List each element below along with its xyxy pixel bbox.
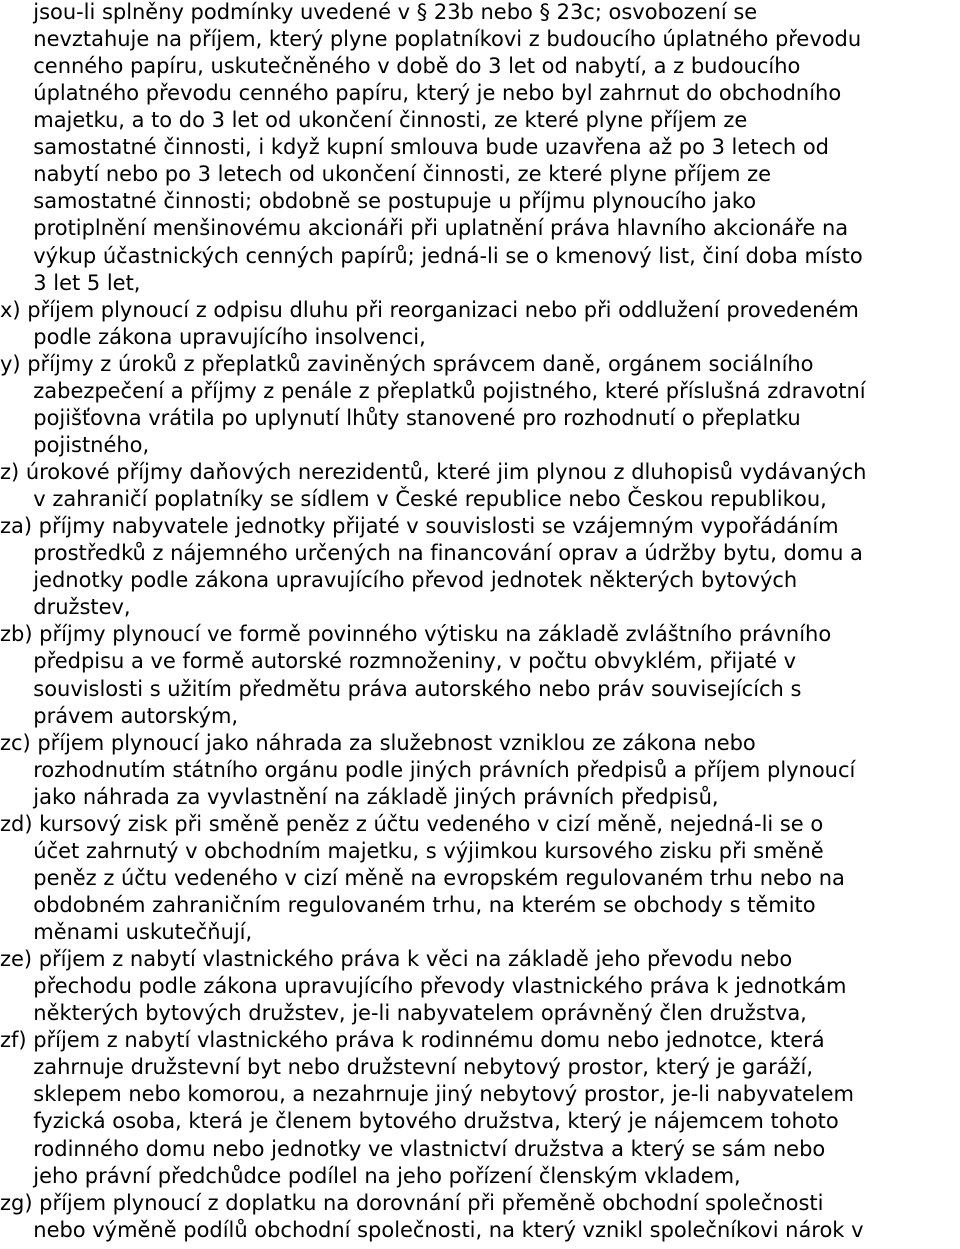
document-text-line: obdobném zahraničním regulovaném trhu, na kterém se obchody s těmito	[0, 892, 816, 917]
document-text-line: v zahraničí poplatníky se sídlem v České republice nebo Českou republikou,	[0, 487, 827, 512]
document-text-line: ze) příjem z nabytí vlastnického práva k věci na základě jeho převodu nebo	[0, 947, 793, 972]
document-text-line: cenného papíru, uskutečněného v době do 3 let od nabytí, a z budoucího	[0, 54, 801, 79]
document-text-line: právem autorským,	[0, 703, 239, 728]
document-text-line: zb) příjmy plynoucí ve formě povinného výtisku na základě zvláštního právního	[0, 622, 832, 647]
document-text-line: jeho právní předchůdce podílel na jeho pořízení členským vkladem,	[0, 1163, 741, 1188]
document-text-line: souvislosti s užitím předmětu práva autorského nebo práv souvisejících s	[0, 676, 802, 701]
document-text-line: rodinného domu nebo jednotky ve vlastnictví družstva a který se sám nebo	[0, 1136, 826, 1161]
document-text-line: zf) příjem z nabytí vlastnického práva k rodinnému domu nebo jednotce, která	[0, 1028, 825, 1053]
document-text-line: podle zákona upravujícího insolvenci,	[0, 324, 426, 349]
document-text-line: jednotky podle zákona upravujícího převod jednotek některých bytových	[0, 568, 798, 593]
document-text-line: sklepem nebo komorou, a nezahrnuje jiný nebytový prostor, je-li nabyvatelem	[0, 1082, 854, 1107]
document-text-line: družstev,	[0, 595, 131, 620]
document-text-line: měnami uskutečňují,	[0, 920, 253, 945]
document-text-line: y) příjmy z úroků z přeplatků zaviněných správcem daně, orgánem sociálního	[0, 351, 814, 376]
document-text-line: majetku, a to do 3 let od ukončení činnosti, ze které plyne příjem ze	[0, 108, 748, 133]
document-text-line: protiplnění menšinovému akcionáři při uplatnění práva hlavního akcionáře na	[0, 216, 849, 241]
document-text-line: z) úrokové příjmy daňových nerezidentů, které jim plynou z dluhopisů vydávaných	[0, 460, 867, 485]
document-text-line: pojistného,	[0, 432, 150, 457]
document-text-line: jsou-li splněny podmínky uvedené v § 23b nebo § 23c; osvobození se	[0, 0, 758, 24]
document-text-line: peněz z účtu vedeného v cizí měně na evropském regulovaném trhu nebo na	[0, 865, 845, 890]
document-text-line: zahrnuje družstevní byt nebo družstevní nebytový prostor, který je garáží,	[0, 1055, 814, 1080]
document-text-line: nabytí nebo po 3 letech od ukončení činnosti, ze které plyne příjem ze	[0, 162, 772, 187]
document-text-line: zabezpečení a příjmy z penále z přeplatků pojistného, které příslušná zdravotní	[0, 378, 866, 403]
document-text-line: nevztahuje na příjem, který plyne poplatníkovi z budoucího úplatného převodu	[0, 27, 862, 52]
document-text-line: x) příjem plynoucí z odpisu dluhu při reorganizaci nebo při oddlužení provedeném	[0, 297, 859, 322]
document-text-line: nebo výměně podílů obchodní společnosti, na který vznikl společníkovi nárok v	[0, 1217, 864, 1242]
document-text-line: zg) příjem plynoucí z doplatku na dorovnání při přeměně obchodní společnosti	[0, 1190, 824, 1215]
document-text-line: 3 let 5 let,	[0, 270, 141, 295]
document-text-line: některých bytových družstev, je-li nabyvatelem oprávněný člen družstva,	[0, 1001, 807, 1026]
document-text-line: přechodu podle zákona upravujícího převody vlastnického práva k jednotkám	[0, 974, 847, 999]
document-text-line: úplatného převodu cenného papíru, který je nebo byl zahrnut do obchodního	[0, 81, 842, 106]
document-text-line: účet zahrnutý v obchodním majetku, s výjimkou kursového zisku při směně	[0, 838, 824, 863]
document-text-line: zd) kursový zisk při směně peněz z účtu vedeného v cizí měně, nejedná-li se o	[0, 811, 824, 836]
document-text-line: fyzická osoba, která je členem bytového družstva, který je nájemcem tohoto	[0, 1109, 839, 1134]
document-text-line: za) příjmy nabyvatele jednotky přijaté v souvislosti se vzájemným vypořádáním	[0, 514, 839, 539]
document-text-line: samostatné činnosti; obdobně se postupuje u příjmu plynoucího jako	[0, 189, 757, 214]
document-text-line: prostředků z nájemného určených na financování oprav a údržby bytu, domu a	[0, 541, 863, 566]
document-text-line: zc) příjem plynoucí jako náhrada za služebnost vzniklou ze zákona nebo	[0, 730, 756, 755]
document-text-line: samostatné činnosti, i když kupní smlouva bude uzavřena až po 3 letech od	[0, 135, 829, 160]
document-text-line: předpisu a ve formě autorské rozmnoženiny, v počtu obvyklém, přijaté v	[0, 649, 797, 674]
document-text-line: rozhodnutím státního orgánu podle jiných právních předpisů a příjem plynoucí	[0, 757, 856, 782]
document-text-line: jako náhrada za vyvlastnění na základě jiných právních předpisů,	[0, 784, 719, 809]
document-text-line: pojišťovna vrátila po uplynutí lhůty stanovené pro rozhodnutí o přeplatku	[0, 405, 801, 430]
document-text-line: výkup účastnických cenných papírů; jedná-li se o kmenový list, činí doba místo	[0, 243, 863, 268]
